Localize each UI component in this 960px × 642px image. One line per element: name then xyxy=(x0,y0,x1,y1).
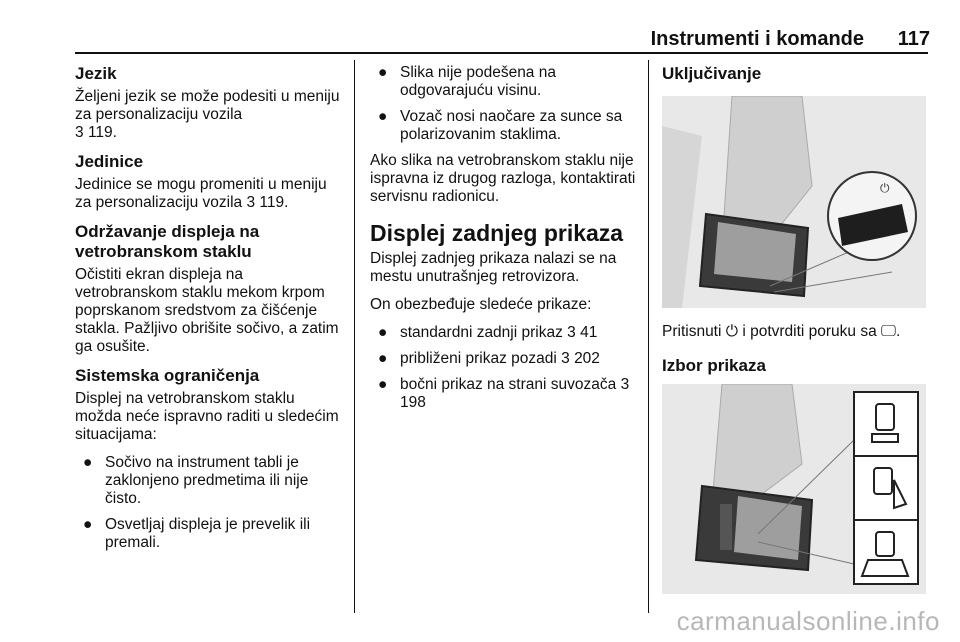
bullet-icon: ● xyxy=(378,376,388,393)
page-ref-link[interactable]: 202 xyxy=(574,350,600,367)
paragraph-pritisnuti: Pritisnuti ⏻ i potvrditi poruku sa 🖵. xyxy=(662,322,901,340)
bullet-icon: ● xyxy=(83,516,93,533)
page-ref-arrow-icon: 3 xyxy=(75,124,84,141)
middle-column xyxy=(370,64,638,420)
svg-text:⏻: ⏻ xyxy=(880,181,890,195)
page-ref-link[interactable]: 198 xyxy=(400,394,426,411)
paragraph-jedinice xyxy=(75,176,343,212)
paragraph-servis: Ako slika na vetrobranskom staklu nije ispravna iz drugog razloga, kontaktirati servisnu radionicu. xyxy=(370,152,636,205)
list-item-text: Vozač nosi naočare za sunce sa polarizovanim staklima. xyxy=(400,108,623,143)
paragraph-pritisnuti-text-a: Pritisnuti xyxy=(662,323,722,340)
bullet-icon: ● xyxy=(378,350,388,367)
list-item-text: približeni prikaz pozadi xyxy=(400,350,557,367)
bullet-icon: ● xyxy=(378,108,388,125)
list-item-text: Osvetljaj displeja je prevelik ili premali. xyxy=(105,516,311,551)
list-item-text: Slika nije podešena na odgovarajuću visinu. xyxy=(400,64,556,99)
heading-izbor-prikaza: Izbor prikaza xyxy=(662,356,766,375)
page-ref-arrow-icon: 3 xyxy=(567,324,576,341)
paragraph-jezik xyxy=(75,88,343,142)
bullet-icon: ● xyxy=(83,454,93,471)
paragraph-ogranicenja: Displej na vetrobranskom staklu možda neće ispravno raditi u sledećim situacijama: xyxy=(75,390,339,443)
list-item-text: Sočivo na instrument tabli je zaklonjeno predmetima ili nije čisto. xyxy=(105,454,309,507)
page-ref-arrow-icon: 3 xyxy=(620,376,630,393)
list-item xyxy=(370,108,638,144)
page-ref-link[interactable]: 119. xyxy=(259,194,289,211)
list-item xyxy=(75,516,343,552)
view-selection-illustration xyxy=(662,384,926,594)
list-item xyxy=(370,324,638,342)
page-number: 117 xyxy=(897,28,930,50)
watermark: carmanualsonline.info xyxy=(676,606,940,636)
page-ref-arrow-icon: 3 xyxy=(561,350,570,367)
list-item xyxy=(370,350,638,368)
list-item xyxy=(370,64,638,100)
bullet-icon: ● xyxy=(378,64,388,81)
paragraph-jezik-text: Željeni jezik se može podesiti u meniju za personalizaciju vozila xyxy=(75,88,340,123)
header-rule xyxy=(75,52,928,54)
paragraph-jedinice-text: Jedinice se mogu promeniti u meniju za personalizaciju vozila xyxy=(75,176,327,211)
paragraph-pritisnuti-text-b: i potvrditi poruku sa xyxy=(742,323,877,340)
heading-jedinice: Jedinice xyxy=(75,152,144,171)
list-item xyxy=(370,376,638,412)
paragraph-lokacija: Displej zadnjeg prikaza nalazi se na mestu unutrašnjeg retrovizora. xyxy=(370,250,617,285)
list-item-text: bočni prikaz na strani suvozača xyxy=(400,376,617,393)
page-ref-arrow-icon: 3 xyxy=(246,194,256,211)
column-divider-1 xyxy=(354,60,355,613)
rear-view-display-figure xyxy=(662,96,926,308)
heading-displej-zadnjeg-prikaza: Displej zadnjeg prikaza xyxy=(370,220,624,246)
heading-ukljucivanje: Uključivanje xyxy=(662,64,762,83)
heading-odrzavanje: Održavanje displeja na vetrobranskom staklu xyxy=(75,222,260,261)
left-column xyxy=(75,64,343,560)
heading-ogranicenja: Sistemska ograničenja xyxy=(75,366,260,385)
mirror-illustration xyxy=(662,96,926,308)
heading-jezik: Jezik xyxy=(75,64,117,83)
paragraph-odrzavanje: Očistiti ekran displeja na vetrobranskom staklu mekom krpom poprskanom sredstvom za čišćenje stakla. Pažljivo obrišite sočivo, a zatim ga osušite. xyxy=(75,266,339,355)
running-header-title: Instrumenti i komande xyxy=(650,28,864,50)
mirror-display-icon: 🖵 xyxy=(881,322,896,340)
list-item xyxy=(75,454,343,508)
page-ref-link[interactable]: 119. xyxy=(87,124,117,141)
power-icon: ⏻ xyxy=(725,322,739,340)
paragraph-prikazi: On obezbeđuje sledeće prikaze: xyxy=(370,296,592,313)
column-divider-2 xyxy=(648,60,649,613)
bullet-icon: ● xyxy=(378,324,388,341)
list-item-text: standardni zadnji prikaz xyxy=(400,324,563,341)
view-selection-figure xyxy=(662,384,926,594)
page-ref-link[interactable]: 41 xyxy=(580,324,598,341)
